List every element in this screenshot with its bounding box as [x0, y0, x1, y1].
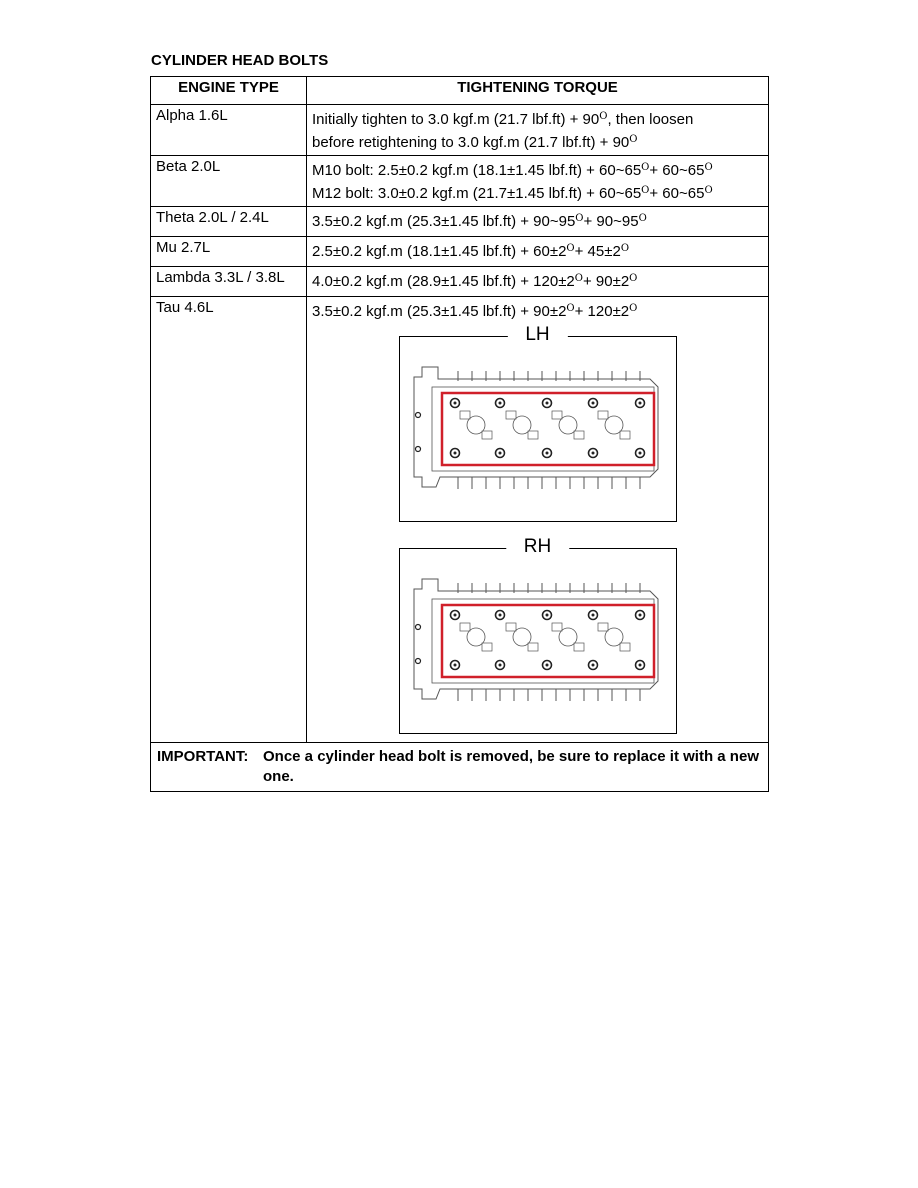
side-fitting — [415, 659, 420, 664]
port-detail — [620, 643, 630, 651]
port-detail — [574, 643, 584, 651]
torque-text: + 90±2 — [582, 273, 630, 290]
degree-symbol: O — [638, 213, 647, 224]
head-bolt-center — [498, 452, 501, 455]
header-engine-type: ENGINE TYPE — [151, 77, 307, 105]
table-row — [151, 297, 769, 743]
head-outline — [414, 367, 658, 487]
side-fitting — [415, 413, 420, 418]
torque-text: 3.5±0.2 kgf.m (25.3±1.45 lbf.ft) + 90~95 — [312, 213, 576, 230]
head-outline — [414, 579, 658, 699]
important-note — [151, 743, 769, 792]
torque-cell — [307, 105, 769, 156]
head-bolt-center — [453, 452, 456, 455]
port-detail — [482, 431, 492, 439]
head-bolt-center — [638, 664, 641, 667]
lh-label: LH — [507, 325, 567, 345]
side-fitting — [415, 625, 420, 630]
important-label: IMPORTANT: — [157, 748, 249, 765]
torque-cell — [307, 207, 769, 237]
degree-symbol: O — [629, 273, 638, 284]
table-row — [151, 237, 769, 267]
torque-cell — [307, 297, 769, 743]
torque-text: before retightening to 3.0 kgf.m (21.7 lbf.ft) + 90 — [312, 134, 630, 151]
degree-symbol: O — [704, 162, 713, 173]
head-bolt-center — [453, 402, 456, 405]
degree-symbol: O — [566, 243, 575, 254]
rh-head-diagram — [399, 536, 677, 734]
port-detail — [552, 411, 562, 419]
engine-type-cell: Alpha 1.6L — [151, 105, 307, 156]
torque-text: + 90~95 — [583, 213, 639, 230]
head-bolt-center — [591, 452, 594, 455]
side-fitting — [415, 447, 420, 452]
head-bolt-center — [453, 614, 456, 617]
degree-symbol: O — [629, 303, 638, 314]
port-detail — [598, 411, 608, 419]
table-row — [151, 156, 769, 207]
degree-symbol: O — [575, 213, 584, 224]
degree-symbol: O — [566, 303, 575, 314]
head-bolt-center — [638, 452, 641, 455]
important-row — [151, 743, 769, 792]
torque-text: + 45±2 — [574, 243, 621, 260]
port-detail — [460, 623, 470, 631]
table-row — [151, 105, 769, 156]
torque-text: + 60~65 — [649, 162, 705, 179]
lh-head-diagram — [399, 324, 677, 522]
torque-text: + 120±2 — [574, 303, 630, 320]
torque-text: 3.5±0.2 kgf.m (25.3±1.45 lbf.ft) + 90±2 — [312, 303, 567, 320]
port-detail — [620, 431, 630, 439]
degree-symbol: O — [641, 162, 650, 173]
degree-symbol: O — [629, 134, 638, 145]
degree-symbol: O — [599, 111, 608, 122]
head-bolt-center — [453, 664, 456, 667]
port-detail — [506, 411, 516, 419]
header-tightening-torque: TIGHTENING TORQUE — [307, 77, 769, 105]
torque-text: 2.5±0.2 kgf.m (18.1±1.45 lbf.ft) + 60±2 — [312, 243, 567, 260]
head-bolt-center — [638, 402, 641, 405]
cylinder-head-drawing-lh — [400, 337, 676, 521]
port-detail — [528, 431, 538, 439]
head-bolt-center — [638, 614, 641, 617]
head-bolt-center — [498, 402, 501, 405]
head-bolt-center — [498, 664, 501, 667]
degree-symbol: O — [704, 185, 713, 196]
port-detail — [528, 643, 538, 651]
engine-type-cell: Tau 4.6L — [151, 297, 307, 743]
table-row — [151, 207, 769, 237]
important-text: Once a cylinder head bolt is removed, be sure to replace it with a new one. — [263, 748, 759, 785]
torque-cell — [307, 156, 769, 207]
port-detail — [552, 623, 562, 631]
torque-cell — [307, 237, 769, 267]
torque-text: 4.0±0.2 kgf.m (28.9±1.45 lbf.ft) + 120±2 — [312, 273, 575, 290]
degree-symbol: O — [620, 243, 630, 254]
degree-symbol: O — [574, 273, 583, 284]
engine-type-cell: Beta 2.0L — [151, 156, 307, 207]
port-detail — [574, 431, 584, 439]
port-detail — [506, 623, 516, 631]
torque-text: Initially tighten to 3.0 kgf.m (21.7 lbf.ft) + 90 — [312, 111, 600, 128]
port-detail — [482, 643, 492, 651]
head-bolt-center — [591, 664, 594, 667]
engine-type-cell: Mu 2.7L — [151, 237, 307, 267]
rh-label: RH — [506, 537, 569, 557]
port-detail — [598, 623, 608, 631]
torque-text: , then loosen — [607, 111, 694, 128]
degree-symbol: O — [641, 185, 650, 196]
head-bolt-center — [545, 452, 548, 455]
torque-text: + 60~65 — [649, 185, 705, 202]
head-bolt-center — [545, 402, 548, 405]
head-bolt-center — [591, 614, 594, 617]
engine-type-cell: Lambda 3.3L / 3.8L — [151, 267, 307, 297]
head-bolt-center — [498, 614, 501, 617]
table-row — [151, 267, 769, 297]
header-row — [151, 77, 769, 105]
torque-text: M12 bolt: 3.0±0.2 kgf.m (21.7±1.45 lbf.ft) + 60~65 — [312, 185, 642, 202]
torque-text: M10 bolt: 2.5±0.2 kgf.m (18.1±1.45 lbf.ft) + 60~65 — [312, 162, 642, 179]
port-detail — [460, 411, 470, 419]
torque-spec-table — [150, 76, 769, 792]
cylinder-head-drawing-rh — [400, 549, 676, 733]
head-bolt-center — [545, 614, 548, 617]
torque-cell — [307, 267, 769, 297]
head-bolt-center — [591, 402, 594, 405]
head-bolt-center — [545, 664, 548, 667]
page-title: CYLINDER HEAD BOLTS — [151, 52, 329, 69]
engine-type-cell: Theta 2.0L / 2.4L — [151, 207, 307, 237]
